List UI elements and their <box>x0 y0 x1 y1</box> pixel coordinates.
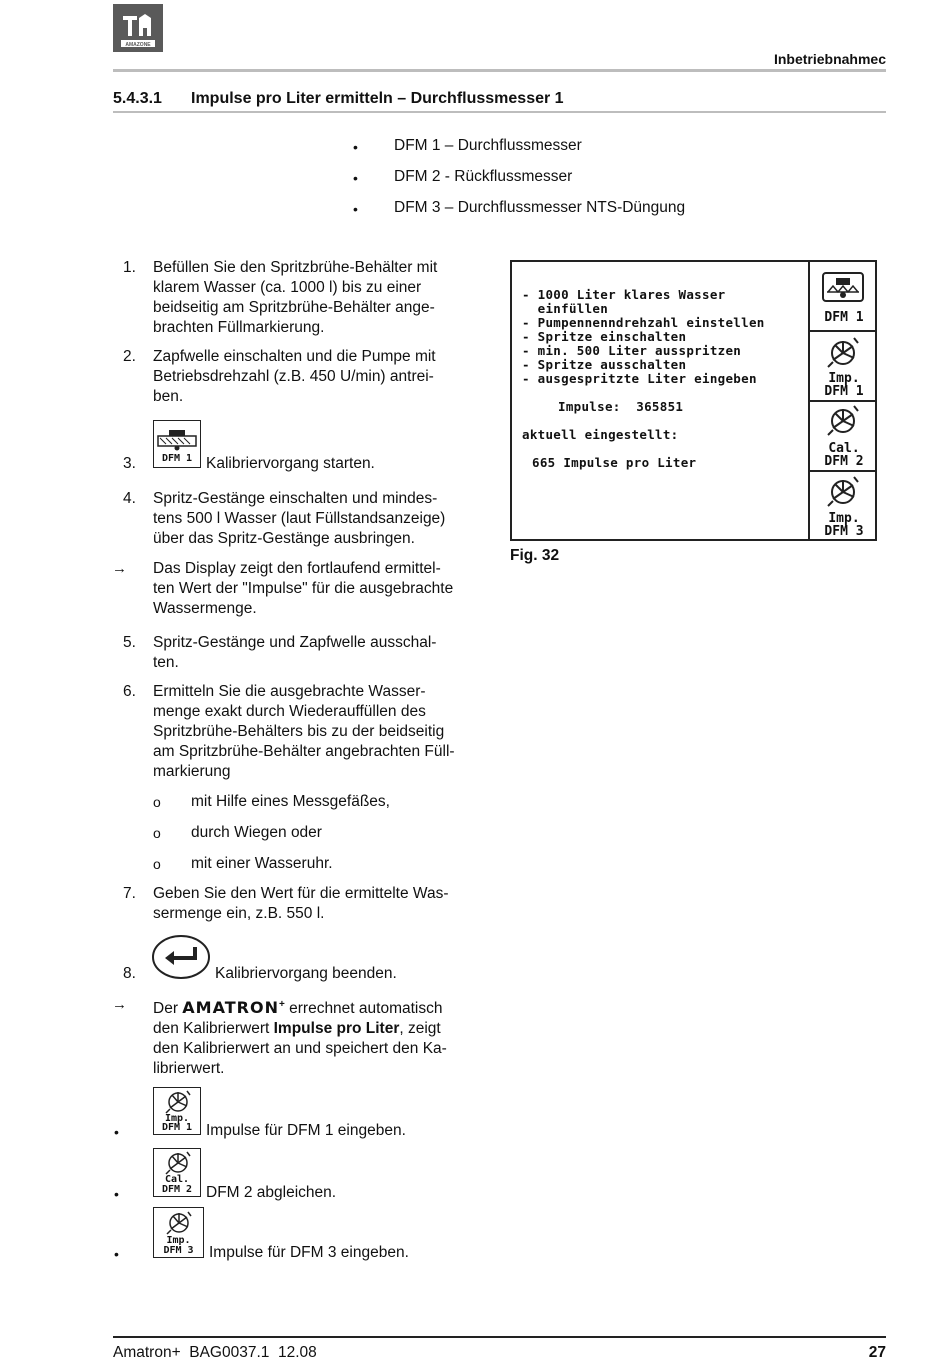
header-title: Inbetriebnahmec <box>773 51 886 67</box>
result-1-line: Wassermenge. <box>153 600 257 617</box>
step-number: 1. <box>123 259 136 276</box>
step-1-line: klarem Wasser (ca. 1000 l) bis zu einer <box>153 279 422 296</box>
step-2-text <box>153 347 488 407</box>
bullet-dot: • <box>114 1124 119 1140</box>
result-arrow: → <box>112 996 127 1013</box>
display-line: - ausgespritzte Liter eingeben <box>522 371 757 386</box>
step-2-line: ben. <box>153 388 184 405</box>
amazone-logo <box>113 4 163 52</box>
cal-dfm2-key[interactable] <box>153 1148 201 1197</box>
step-6-line: Spritzbrühe-Behälters bis zu der beidseitig <box>153 723 445 740</box>
softkey-imp-dfm3[interactable] <box>810 472 877 539</box>
step-number: 7. <box>123 885 136 902</box>
step-6-line: Ermitteln Sie die ausgebrachte Wasser- <box>153 683 426 700</box>
result-arrow: → <box>112 560 127 577</box>
softkey-label-bottom: DFM 3 <box>824 524 864 539</box>
imp-dfm3-key[interactable] <box>153 1207 204 1258</box>
intro-bullet-2: DFM 2 - Rückflussmesser <box>394 168 573 185</box>
display-line: - Pumpennenndrehzahl einstellen <box>522 315 765 330</box>
dfm1-start-key[interactable] <box>153 420 201 468</box>
step-6-sub-item: durch Wiegen oder <box>191 824 322 841</box>
impulse-value: 365851 <box>636 399 684 414</box>
softkey-label-bottom: DFM 1 <box>824 310 864 325</box>
bullet-dot: • <box>353 139 358 155</box>
terminal-display <box>510 260 877 541</box>
result-1-text <box>153 559 488 619</box>
softkey-label-bottom: DFM 1 <box>824 384 864 399</box>
softkey-cal-dfm2[interactable] <box>810 402 877 470</box>
step-7-line: sermenge ein, z.B. 550 l. <box>153 905 325 922</box>
flowmeter-icon <box>825 475 861 509</box>
flowmeter-icon <box>825 336 861 370</box>
flowmeter-icon <box>163 1150 193 1176</box>
flowmeter-icon <box>825 404 861 438</box>
final-bullet-2-text: DFM 2 abgleichen. <box>206 1184 337 1201</box>
figure-caption: Fig. 32 <box>510 547 560 564</box>
amatron-brand-plus: + <box>278 999 285 1010</box>
step-number: 6. <box>123 683 136 700</box>
imp-dfm1-key[interactable] <box>153 1087 201 1135</box>
display-line: einfüllen <box>522 301 609 316</box>
display-line: - min. 500 Liter ausspritzen <box>522 343 742 358</box>
step-1-line: brachten Füllmarkierung. <box>153 319 325 336</box>
current-setting-unit: Impulse pro Liter <box>563 455 697 470</box>
bullet-dot: • <box>353 201 358 217</box>
step-6-sub-item: mit einer Wasseruhr. <box>191 855 333 872</box>
intro-bullet-3: DFM 3 – Durchflussmesser NTS-Düngung <box>394 199 686 216</box>
softkey-label-top: Imp. <box>828 511 860 526</box>
current-setting-label: aktuell eingestellt: <box>522 427 679 442</box>
result-1-line: Das Display zeigt den fortlaufend ermittel- <box>153 560 441 577</box>
bullet-dot: • <box>114 1186 119 1202</box>
result-2-pre: Der <box>153 1000 178 1018</box>
step-2-line: Betriebsdrehzahl (z.B. 450 U/min) antrei- <box>153 368 434 385</box>
result-2-line <box>153 1019 498 1039</box>
result-2-text <box>153 995 498 1079</box>
section-number: 5.4.3.1 <box>113 90 162 107</box>
result-2-line: den Kalibrierwert an und speichert den Ka- <box>153 1040 447 1058</box>
step-7-line: Geben Sie den Wert für die ermittelte Was- <box>153 885 449 902</box>
impulse-pro-liter-term: Impulse pro Liter <box>273 1020 400 1038</box>
page-number: 27 <box>868 1344 886 1361</box>
result-1-line: ten Wert der "Impulse" für die ausgebrachte <box>153 580 454 597</box>
display-line: - Spritze einschalten <box>522 329 687 344</box>
impulse-label: Impulse: <box>558 399 621 414</box>
step-4-line: Spritz-Gestänge einschalten und mindes- <box>153 490 438 507</box>
step-number: 4. <box>123 490 136 507</box>
step-number: 5. <box>123 634 136 651</box>
step-3-text: Kalibriervorgang starten. <box>206 455 375 472</box>
key-label-bottom: DFM 2 <box>161 1184 193 1195</box>
final-bullet-1-text: Impulse für DFM 1 eingeben. <box>206 1122 406 1139</box>
footer-document-id: Amatron+ BAG0037.1 12.08 <box>113 1344 317 1361</box>
step-6-text <box>153 682 488 782</box>
step-8-text: Kalibriervorgang beenden. <box>215 965 397 982</box>
key-label-top: Cal. <box>164 1174 190 1185</box>
step-number: 8. <box>123 965 136 982</box>
section-rule <box>113 111 886 113</box>
softkey-label-top: Imp. <box>828 371 860 386</box>
step-7-text <box>153 884 488 924</box>
flowmeter-icon <box>164 1210 194 1236</box>
result-2-line: librierwert. <box>153 1060 225 1078</box>
softkey-label-top: Cal. <box>828 441 860 456</box>
key-label-bottom: DFM 1 <box>161 1122 193 1133</box>
step-number: 3. <box>123 455 136 472</box>
step-6-line: markierung <box>153 763 231 780</box>
softkey-label-bottom: DFM 2 <box>824 454 864 469</box>
result-2-line2-pre: den Kalibrierwert <box>153 1020 270 1038</box>
bullet-dot: • <box>353 170 358 186</box>
final-bullet-3-text: Impulse für DFM 3 eingeben. <box>209 1244 409 1261</box>
key-label: DFM 1 <box>161 453 193 464</box>
softkey-dfm1[interactable] <box>810 262 877 330</box>
step-4-line: tens 500 l Wasser (laut Füllstandsanzeige) <box>153 510 446 527</box>
step-4-text <box>153 489 488 549</box>
current-setting-value: 665 <box>532 455 556 470</box>
step-4-line: über das Spritz-Gestänge ausbringen. <box>153 530 415 547</box>
bullet-dot: • <box>114 1246 119 1262</box>
step-1-text <box>153 258 488 338</box>
step-5-text <box>153 633 488 673</box>
step-6-sub-item: mit Hilfe eines Messgefäßes, <box>191 793 390 810</box>
key-label-top: Imp. <box>164 1113 190 1124</box>
step-6-line: am Spritzbrühe-Behälter angebrachten Füll- <box>153 743 455 760</box>
sub-bullet-marker: ο <box>153 825 161 841</box>
enter-icon <box>151 934 211 980</box>
sprayer-icon <box>155 424 200 454</box>
result-2-line <box>153 995 498 1019</box>
step-number: 2. <box>123 348 136 365</box>
amatron-brand: AMATRON <box>182 998 279 1018</box>
footer-rule <box>113 1336 886 1338</box>
step-1-line: Befüllen Sie den Spritzbrühe-Behälter mit <box>153 259 438 276</box>
sub-bullet-marker: ο <box>153 794 161 810</box>
display-line: - Spritze ausschalten <box>522 357 687 372</box>
step-1-line: beidseitig am Spritzbrühe-Behälter ange- <box>153 299 435 316</box>
step-2-line: Zapfwelle einschalten und die Pumpe mit <box>153 348 436 365</box>
result-2-post: errechnet automatisch <box>289 1000 443 1018</box>
sub-bullet-marker: ο <box>153 856 161 872</box>
result-2-line2-post: , zeigt <box>399 1020 441 1038</box>
display-line: - 1000 Liter klares Wasser <box>522 287 726 302</box>
softkey-imp-dfm1[interactable] <box>810 332 877 400</box>
logo-text: AMAZONE <box>125 42 151 48</box>
step-5-line: Spritz-Gestänge und Zapfwelle ausschal- <box>153 634 437 651</box>
key-label-top: Imp. <box>166 1235 191 1246</box>
sprayer-icon <box>822 272 864 302</box>
intro-bullet-1: DFM 1 – Durchflussmesser <box>394 137 582 154</box>
current-setting-readout <box>532 456 696 470</box>
impulse-readout <box>558 400 683 414</box>
section-heading: Impulse pro Liter ermitteln – Durchflussmesser 1 <box>191 90 564 107</box>
section-title <box>113 90 564 108</box>
key-label-bottom: DFM 3 <box>163 1245 194 1256</box>
flowmeter-icon <box>163 1089 193 1115</box>
step-5-line: ten. <box>153 654 179 671</box>
header-rule <box>113 69 886 72</box>
enter-key[interactable] <box>151 934 211 980</box>
step-6-line: menge exakt durch Wiederauffüllen des <box>153 703 426 720</box>
